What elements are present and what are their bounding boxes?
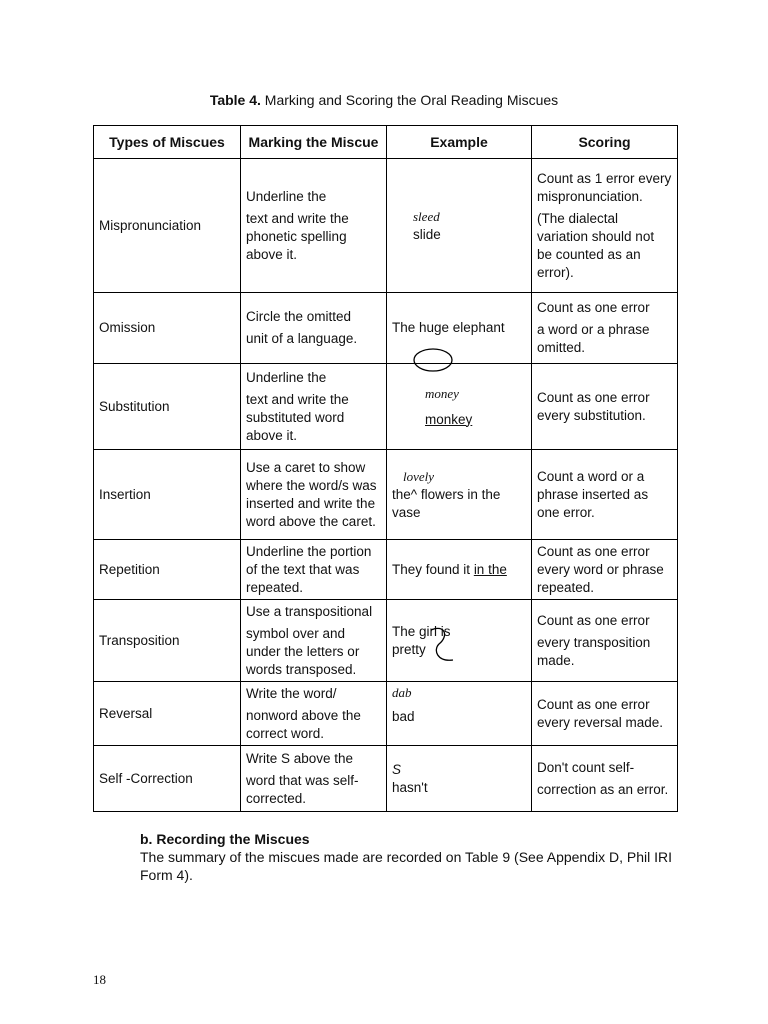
example-text: They found it <box>392 561 474 577</box>
marking-line: nonword above the correct word. <box>246 707 361 741</box>
table-row <box>94 293 678 364</box>
header-scoring: Scoring <box>532 126 678 159</box>
table-label: Table 4. <box>209 92 261 108</box>
type-cell: Mispronunciation <box>94 159 241 293</box>
table-row <box>94 450 678 540</box>
recording-section <box>140 830 700 884</box>
header-example: Example <box>387 126 532 159</box>
example-cell <box>387 600 532 682</box>
scoring-cell <box>532 746 678 812</box>
scoring-line: Count a word or a phrase inserted as one error. <box>537 468 649 520</box>
scoring-line: Count as one error every word or phrase repeated. <box>537 543 664 595</box>
page-number: 18 <box>93 972 106 987</box>
type-cell: Reversal <box>94 682 241 746</box>
example-cell <box>387 159 532 293</box>
table-row <box>94 364 678 450</box>
example-handwritten: S <box>392 761 402 777</box>
example-text: The girl is pretty <box>392 623 451 657</box>
scoring-line: Don't count self- <box>537 759 635 775</box>
marking-line: unit of a language. <box>246 331 358 346</box>
scoring-cell <box>532 540 678 600</box>
scoring-cell <box>532 682 678 746</box>
header-row <box>94 126 678 159</box>
marking-line: symbol over and under the letters or words transposed. <box>246 625 360 677</box>
miscues-table <box>93 125 678 812</box>
marking-line: word that was self-corrected. <box>246 772 359 806</box>
scoring-line: Count as one error every reversal made. <box>537 696 664 730</box>
scoring-line: Count as one error <box>537 612 650 628</box>
marking-cell <box>241 682 387 746</box>
scoring-cell <box>532 293 678 364</box>
marking-line: Write the word/ <box>246 685 337 701</box>
scoring-line: a word or a phrase omitted. <box>537 322 650 355</box>
scoring-line: (The dialectal variation should not be counted as an error). <box>537 210 655 280</box>
header-types: Types of Miscues <box>94 126 241 159</box>
marking-line: Write S above the <box>246 750 354 766</box>
example-underlined-text: in the <box>473 561 507 577</box>
scoring-line: Count as one error <box>537 300 650 315</box>
type-cell: Omission <box>94 293 241 364</box>
type-cell: Self -Correction <box>94 746 241 812</box>
example-text: the^ flowers in the vase <box>392 486 501 520</box>
transposition-mark-icon <box>427 626 467 666</box>
scoring-cell <box>532 159 678 293</box>
table-row <box>94 540 678 600</box>
type-cell: Insertion <box>94 450 241 540</box>
example-cell <box>387 293 532 364</box>
marking-line: Underline the portion of the text that was repeated. <box>246 543 372 595</box>
marking-cell <box>241 159 387 293</box>
scoring-line: correction as an error. <box>537 781 669 797</box>
marking-cell <box>241 600 387 682</box>
example-cell <box>387 682 532 746</box>
example-cell <box>387 364 532 450</box>
omission-circle-icon <box>411 347 455 373</box>
section-body: The summary of the miscues made are recorded on Table 9 (See Appendix D, Phil IRI Form 4). <box>140 849 673 883</box>
scoring-cell <box>532 450 678 540</box>
marking-cell <box>241 293 387 364</box>
example-handwritten: money <box>425 385 459 401</box>
example-text: bad <box>392 709 415 724</box>
scoring-line: Count as one error every substitution. <box>537 389 650 423</box>
table-title: Marking and Scoring the Oral Reading Miscues <box>260 92 559 108</box>
marking-line: Circle the omitted <box>246 309 352 324</box>
example-text: The huge elephant <box>392 320 505 335</box>
marking-line: Use a caret to show where the word/s was inserted and write the word above the caret. <box>246 459 377 529</box>
example-cell <box>387 450 532 540</box>
scoring-line: every transposition made. <box>537 634 651 668</box>
marking-line: text and write the phonetic spelling above it. <box>246 210 349 262</box>
table-row <box>94 682 678 746</box>
example-handwritten: lovely <box>403 468 435 484</box>
header-marking: Marking the Miscue <box>241 126 387 159</box>
table-row <box>94 159 678 293</box>
type-cell: Substitution <box>94 364 241 450</box>
marking-line: Use a transpositional <box>246 603 373 619</box>
marking-line: Underline the <box>246 188 327 204</box>
scoring-cell <box>532 600 678 682</box>
example-handwritten: sleed <box>413 208 440 224</box>
marking-cell <box>241 540 387 600</box>
type-cell: Transposition <box>94 600 241 682</box>
scoring-line: Count as 1 error every mispronunciation. <box>537 170 672 204</box>
example-text: hasn't <box>392 779 428 795</box>
marking-cell <box>241 746 387 812</box>
section-heading: b. Recording the Miscues <box>140 831 310 847</box>
table-row <box>94 746 678 812</box>
example-text: monkey <box>425 411 473 427</box>
example-cell <box>387 540 532 600</box>
example-cell <box>387 746 532 812</box>
scoring-cell <box>532 364 678 450</box>
marking-line: Underline the <box>246 369 327 385</box>
example-text: slide <box>413 226 441 242</box>
type-cell: Repetition <box>94 540 241 600</box>
example-handwritten: dab <box>392 685 412 700</box>
marking-line: text and write the substituted word above it. <box>246 391 349 443</box>
table-caption <box>0 92 768 108</box>
table-row <box>94 600 678 682</box>
marking-cell <box>241 364 387 450</box>
marking-cell <box>241 450 387 540</box>
